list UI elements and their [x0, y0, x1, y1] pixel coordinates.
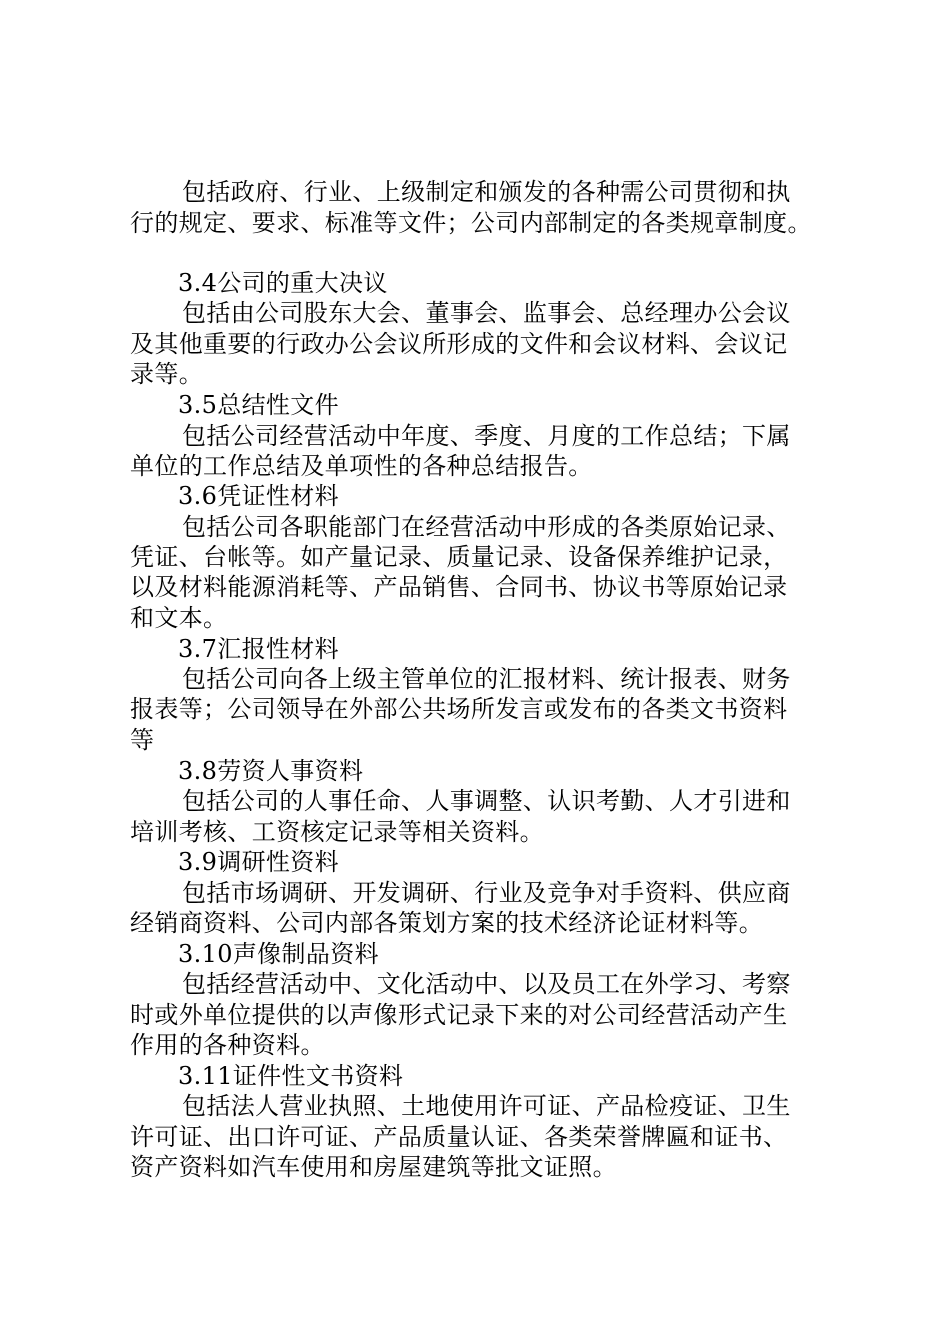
section-heading-3-7: 3.7汇报性材料 [178, 635, 339, 663]
section-heading-3-5: 3.5总结性文件 [178, 391, 339, 419]
paragraph-line: 单位的工作总结及单项性的各种总结报告。 [130, 452, 593, 480]
paragraph-line: 包括公司向各上级主管单位的汇报材料、统计报表、财务 [182, 665, 791, 693]
paragraph-line: 录等。 [130, 360, 204, 388]
paragraph-line: 和文本。 [130, 604, 228, 632]
paragraph-line: 凭证、台帐等。如产量记录、质量记录、设备保养维护记录， [130, 543, 788, 571]
section-heading-3-8: 3.8劳资人事资料 [178, 757, 364, 785]
section-heading-3-10: 3.10声像制品资料 [178, 940, 379, 968]
paragraph-line: 资产资料如汽车使用和房屋建筑等批文证照。 [130, 1153, 617, 1181]
paragraph-line: 包括市场调研、开发调研、行业及竞争对手资料、供应商 [182, 879, 791, 907]
section-heading-3-11: 3.11证件性文书资料 [178, 1062, 404, 1090]
paragraph-line: 包括公司各职能部门在经营活动中形成的各类原始记录、 [182, 513, 791, 541]
paragraph-line: 许可证、出口许可证、产品质量认证、各类荣誉牌匾和证书、 [130, 1123, 788, 1151]
section-heading-3-6: 3.6凭证性材料 [178, 482, 339, 510]
paragraph-line: 经销商资料、公司内部各策划方案的技术经济论证材料等。 [130, 909, 764, 937]
paragraph-line: 包括公司的人事任命、人事调整、认识考勤、人才引进和 [182, 787, 791, 815]
paragraph-line: 包括法人营业执照、土地使用许可证、产品检疫证、卫生 [182, 1092, 791, 1120]
paragraph-line: 培训考核、工资核定记录等相关资料。 [130, 818, 544, 846]
section-heading-3-4: 3.4公司的重大决议 [178, 269, 388, 297]
paragraph-line: 及其他重要的行政办公会议所形成的文件和会议材料、会议记 [130, 330, 788, 358]
paragraph-line: 包括公司经营活动中年度、季度、月度的工作总结；下属 [182, 422, 791, 450]
paragraph-line: 报表等；公司领导在外部公共场所发言或发布的各类文书资料 [130, 695, 788, 723]
paragraph-line: 等 [130, 726, 155, 754]
paragraph-line: 包括由公司股东大会、董事会、监事会、总经理办公会议 [182, 299, 791, 327]
paragraph-line: 时或外单位提供的以声像形式记录下来的对公司经营活动产生 [130, 1001, 788, 1029]
paragraph-line: 以及材料能源消耗等、产品销售、合同书、协议书等原始记录 [130, 573, 788, 601]
paragraph-line: 包括经营活动中、文化活动中、以及员工在外学习、考察 [182, 970, 791, 998]
paragraph-line: 包括政府、行业、上级制定和颁发的各种需公司贯彻和执 [182, 178, 791, 206]
paragraph-line: 行的规定、要求、标准等文件；公司内部制定的各类规章制度。 [130, 209, 812, 237]
paragraph-line: 作用的各种资料。 [130, 1031, 325, 1059]
section-heading-3-9: 3.9调研性资料 [178, 848, 339, 876]
